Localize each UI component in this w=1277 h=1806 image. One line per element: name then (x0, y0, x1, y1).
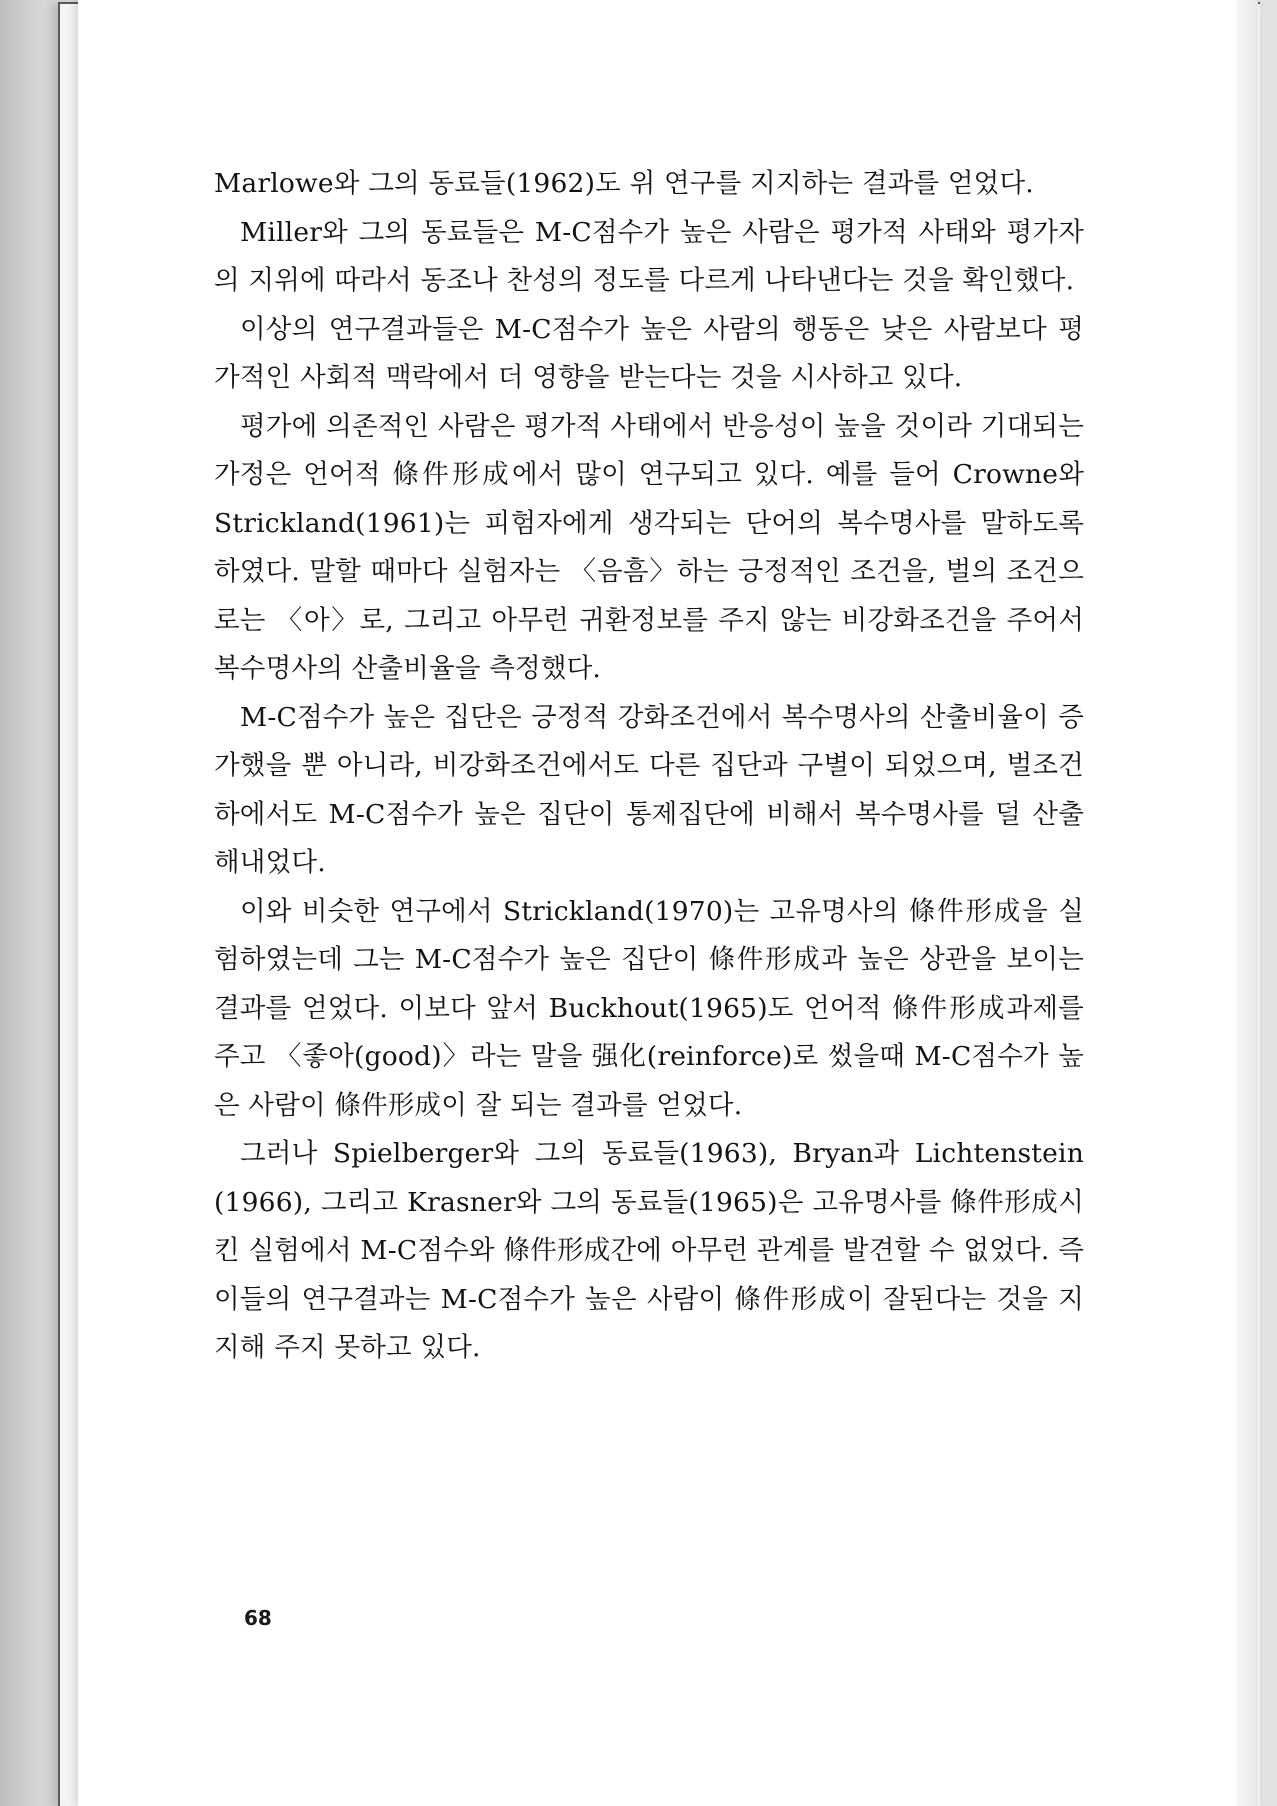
paragraph-4: 평가에 의존적인 사람은 평가적 사태에서 반응성이 높을 것이라 기대되는 가정은 언어적 條件形成에서 많이 연구되고 있다. 예를 들어 Crowne와 Strickland(1961)는 피험자에게 생각되는 단어의 복수명사를 말하도록 하였다. 말할 때마다 실험자는 〈음흠〉하는 긍정적인 조건을, 벌의 조건으로는 〈아〉로, 그리고 아무런 귀환정보를 주지 않는 비강화조건을 주어서 복수명사의 산출비율을 측정했다. (214, 410, 1084, 684)
paragraph-5: M-C점수가 높은 집단은 긍정적 강화조건에서 복수명사의 산출비율이 증가했을 뿐 아니라, 비강화조건에서도 다른 집단과 구별이 되었으며, 벌조건하에서도 M-C점수가 높은 집단이 통제집단에 비해서 복수명사를 덜 산출해내었다. (214, 701, 1084, 878)
paragraph-3: 이상의 연구결과들은 M-C점수가 높은 사람의 행동은 낮은 사람보다 평가적인 사회적 맥락에서 더 영향을 받는다는 것을 시사하고 있다. (214, 313, 1084, 393)
page-number: 68 (244, 1606, 272, 1630)
page-right-edge (1236, 0, 1258, 1806)
paragraph-1: Marlowe와 그의 동료들(1962)도 위 연구를 지지하는 결과를 얻었다. (214, 168, 1034, 199)
paragraph-2: Miller와 그의 동료들은 M-C점수가 높은 사람은 평가적 사태와 평가자의 지위에 따라서 동조나 찬성의 정도를 다르게 나타낸다는 것을 확인했다. (214, 216, 1084, 296)
paragraph-7: 그러나 Spielberger와 그의 동료들(1963), Bryan과 Lichtenstein (1966), 그리고 Krasner와 그의 동료들(1965)은 고유명사를 條件形成시킨 실험에서 M-C점수와 條件形成간에 아무런 관계를 발견할 수 없었다. 즉 이들의 연구결과는 M-C점수가 높은 사람이 條件形成이 잘된다는 것을 지지해 주지 못하고 있다. (214, 1138, 1084, 1363)
paragraph-6: 이와 비슷한 연구에서 Strickland(1970)는 고유명사의 條件形成을 실험하였는데 그는 M-C점수가 높은 집단이 條件形成과 높은 상관을 보이는 결과를 얻었다. 이보다 앞서 Buckhout(1965)도 언어적 條件形成과제를 주고 〈좋아(good)〉라는 말을 强化(reinforce)로 썼을때 M-C점수가 높은 사람이 條件形成이 잘 되는 결과를 얻었다. (214, 895, 1084, 1121)
body-text (214, 160, 1084, 1373)
